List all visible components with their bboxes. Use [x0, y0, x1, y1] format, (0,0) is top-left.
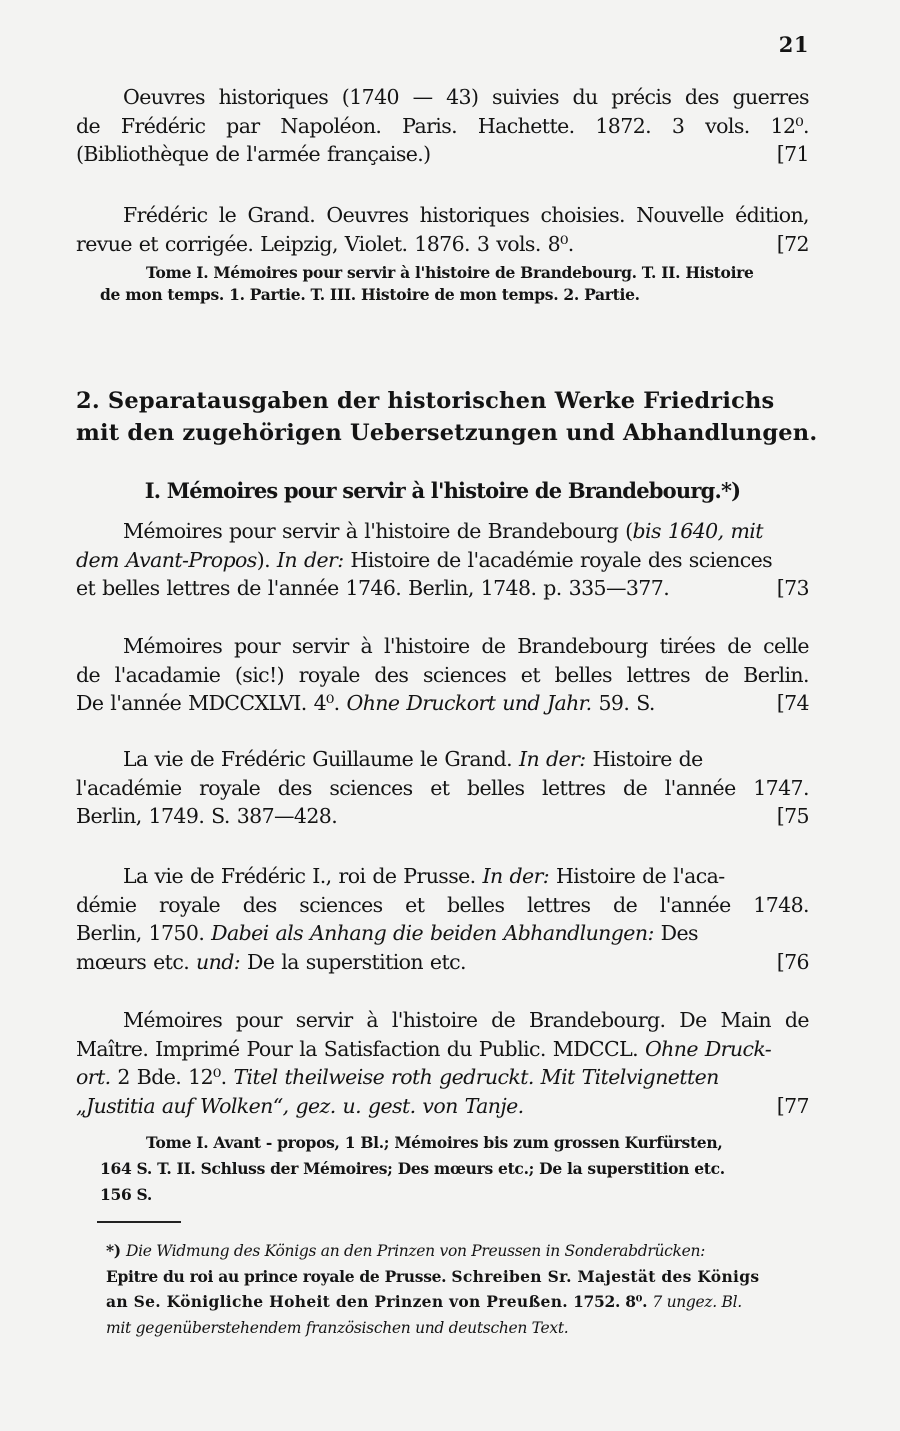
- section-heading-line: 2. Separatausgaben der historischen Werke Friedrichs: [76, 388, 775, 414]
- word: du: [572, 85, 598, 109]
- word: 12⁰.: [770, 113, 809, 138]
- word: (1740: [341, 85, 399, 109]
- word: 3: [671, 113, 685, 138]
- word: de: [481, 634, 506, 658]
- word: De: [679, 1008, 707, 1032]
- word: de: [76, 113, 101, 138]
- entry-line: [76, 774, 809, 803]
- word: par: [226, 113, 260, 138]
- word: Paris.: [402, 113, 458, 138]
- word: —: [412, 85, 433, 109]
- word: servir: [291, 634, 349, 658]
- word: édition,: [735, 203, 809, 227]
- word: lettres: [527, 892, 591, 917]
- word: 43): [446, 85, 479, 109]
- word: précis: [611, 85, 672, 109]
- entry-line: et belles lettres de l'année 1746. Berlin, 1748. p. 335—377.: [76, 576, 670, 600]
- word: lettres: [542, 775, 606, 800]
- note-line: 164 S. T. II. Schluss der Mémoires; Des mœurs etc.; De la superstition etc.: [100, 1159, 725, 1178]
- word: royale: [159, 892, 221, 917]
- word: des: [277, 775, 312, 800]
- entry-number: [75: [776, 804, 809, 828]
- word: de: [491, 1008, 516, 1032]
- word: sciences: [299, 892, 383, 917]
- word: Berlin.: [743, 662, 809, 687]
- section-heading: [76, 385, 818, 449]
- entry-77-contents-note: [100, 1130, 809, 1208]
- word: belles: [466, 775, 525, 800]
- word: tirées: [659, 634, 716, 658]
- word: Frédéric: [120, 113, 206, 138]
- word: historiques: [419, 203, 530, 227]
- word: celle: [763, 634, 809, 658]
- word: à: [360, 634, 373, 658]
- word: suivies: [492, 85, 559, 109]
- bibliography-entry-72: [76, 201, 809, 258]
- word: l'année: [659, 892, 731, 917]
- word: 1747.: [753, 775, 809, 800]
- section-heading-line: mit den zugehörigen Uebersetzungen und Abhandlungen.: [76, 420, 818, 446]
- word: et: [430, 775, 450, 800]
- word: Oeuvres: [123, 85, 205, 109]
- note-line: Tome I. Mémoires pour servir à l'histoire de Brandebourg. T. II. Histoire: [146, 263, 754, 282]
- word: et: [520, 662, 540, 687]
- word: Brandebourg: [517, 634, 648, 658]
- note-line: Tome I. Avant - propos, 1 Bl.; Mémoires bis zum grossen Kurfürsten,: [146, 1133, 723, 1152]
- word: des: [374, 662, 409, 687]
- bibliography-entry-73: Mémoires pour servir à l'histoire de Brandebourg (bis 1640, mit dem Avant-Propos). In der: Histoire de l'académie royale des sciences et belles lettres de l'année 1746. Berlin, 1748. p. 335—377. [73: [76, 517, 809, 603]
- bibliography-entry-74: Mémoires pour servir à l'histoire de Brandebourg tirées de celle de l'acadamie (sic!) royale des sciences et belles lettres de Berlin. De l'année MDCCXLVI. 4⁰. Ohne Druckort und Jahr. 59. S. [74: [76, 632, 809, 718]
- entry-line: Berlin, 1749. S. 387—428.: [76, 804, 338, 828]
- word: guerres: [732, 85, 809, 109]
- word: servir: [295, 1008, 353, 1032]
- word: de: [784, 1008, 809, 1032]
- word: royale: [199, 775, 261, 800]
- subsection-heading: I. Mémoires pour servir à l'histoire de Brandebourg.*): [144, 478, 741, 503]
- footnote: *) Die Widmung des Königs an den Prinzen von Preussen in Sonderabdrücken: Epitre du roi au prince royale de Prusse. Schreiben Sr. Majestät des Königs an Se. Königliche Hoheit den Prinzen von Preußen. 1752. 8⁰. 7 ungez. Bl. mit gegenüberstehendem französischen und deutschen Text.: [106, 1241, 760, 1337]
- word: l'histoire: [391, 1008, 478, 1032]
- word: royale: [298, 662, 360, 687]
- entry-number: [77: [776, 1093, 809, 1118]
- word: belles: [446, 892, 505, 917]
- entry-line: [76, 1006, 809, 1035]
- entry-number: [71: [776, 142, 809, 166]
- word: Napoléon.: [280, 113, 382, 138]
- word: 1872.: [595, 113, 652, 138]
- word: Grand.: [247, 203, 316, 227]
- word: à: [366, 1008, 379, 1032]
- word: Hachette.: [477, 113, 575, 138]
- word: Nouvelle: [636, 203, 724, 227]
- word: Mémoires: [123, 634, 223, 658]
- bibliography-entry-75: La vie de Frédéric Guillaume le Grand. In der: Histoire de l'académie royale des sciences et belles lettres de l'année 1747. Berlin, 1749. S. 387—428. [75: [76, 745, 809, 831]
- note-line: de mon temps. 1. Partie. T. III. Histoire de mon temps. 2. Partie.: [100, 284, 640, 304]
- word: pour: [233, 634, 281, 658]
- word: belles: [554, 662, 612, 687]
- entry-72-contents-note: [100, 262, 809, 305]
- note-line: 156 S.: [100, 1185, 152, 1204]
- footnote-divider: [97, 1221, 181, 1223]
- entry-line: [76, 201, 809, 230]
- word: Oeuvres: [326, 203, 409, 227]
- word: l'histoire: [383, 634, 470, 658]
- word: pour: [235, 1008, 282, 1032]
- word: 1748.: [753, 892, 809, 917]
- word: de: [76, 662, 101, 687]
- entry-line: [76, 112, 809, 141]
- entry-line: [76, 83, 809, 112]
- entry-number: [72: [776, 231, 809, 256]
- entry-line: (Bibliothèque de l'armée française.): [76, 142, 431, 166]
- word: démie: [76, 892, 137, 917]
- word: l'académie: [76, 775, 182, 800]
- word: choisies.: [540, 203, 625, 227]
- word: (sic!): [234, 662, 285, 687]
- word: l'acadamie: [114, 662, 221, 687]
- footnote-marker: *): [106, 1241, 121, 1260]
- word: vols.: [705, 113, 750, 138]
- entry-line: [76, 632, 809, 661]
- word: sciences: [329, 775, 413, 800]
- bibliography-entry-77: Mémoires pour servir à l'histoire de Brandebourg. De Main de Maître. Imprimé Pour la Satisfaction du Public. MDCCL. Ohne Druck- ort. 2 Bde. 12⁰. Titel theilweise roth gedruckt. Mit Titelvignetten „Justitia auf Wolken“, gez. u. gest. von Tanje. [77: [76, 1006, 809, 1120]
- word: Mémoires: [123, 1008, 223, 1032]
- entry-line: revue et corrigée. Leipzig, Violet. 1876. 3 vols. 8⁰.: [76, 231, 574, 256]
- entry-number: [73: [776, 576, 809, 600]
- word: de: [704, 662, 729, 687]
- word: et: [405, 892, 425, 917]
- word: lettres: [626, 662, 691, 687]
- word: Frédéric: [123, 203, 208, 227]
- entry-number: [76: [776, 949, 809, 974]
- word: des: [242, 892, 277, 917]
- word: Main: [720, 1008, 772, 1032]
- word: sciences: [422, 662, 507, 687]
- entry-line: [76, 891, 809, 920]
- word: Brandebourg.: [529, 1008, 666, 1032]
- bibliography-entry-71: [76, 83, 809, 169]
- page-number: 21: [778, 32, 809, 57]
- word: l'année: [664, 775, 736, 800]
- word: de: [613, 892, 638, 917]
- word: de: [727, 634, 752, 658]
- word: de: [623, 775, 648, 800]
- entry-number: [74: [776, 691, 809, 715]
- word: des: [684, 85, 719, 109]
- word: le: [218, 203, 237, 227]
- entry-line: [76, 661, 809, 690]
- bibliography-entry-76: La vie de Frédéric I., roi de Prusse. In der: Histoire de l'aca- démie royale des sciences et belles lettres de l'année 1748. Berlin, 1750. Dabei als Anhang die beiden Abhandlungen: Des mœurs etc. und: De la superstition etc. [76: [76, 862, 809, 976]
- word: historiques: [218, 85, 329, 109]
